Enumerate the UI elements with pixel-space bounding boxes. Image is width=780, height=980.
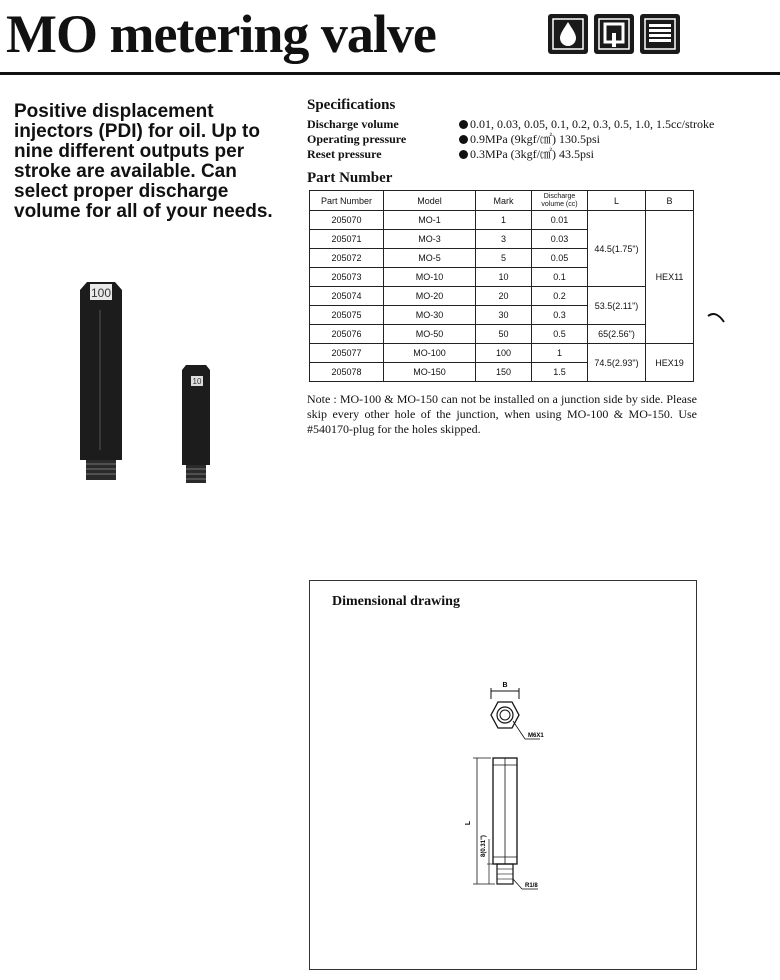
spec-row	[307, 147, 714, 162]
cell-part-number: 205072	[310, 249, 384, 268]
spec-value: 0.9MPa (9kgf/㎠) 130.5psi	[470, 132, 600, 146]
cell-model: MO-5	[384, 249, 476, 268]
table-row	[310, 287, 694, 306]
header-part-number: Part Number	[310, 191, 384, 211]
cell-model: MO-1	[384, 211, 476, 230]
spec-value: 0.3MPa (3kgf/㎠) 43.5psi	[470, 147, 594, 161]
product-photo	[60, 270, 240, 500]
dimensional-drawing-panel	[309, 580, 697, 970]
oil-drop-icon	[548, 14, 588, 54]
cell-part-number: 205077	[310, 344, 384, 363]
table-header-row	[310, 191, 694, 211]
header-l: L	[588, 191, 646, 211]
header-discharge-volume: Discharge volume (cc)	[532, 191, 588, 211]
part-number-table	[309, 190, 694, 382]
cell-model: MO-50	[384, 325, 476, 344]
cell-mark: 50	[476, 325, 532, 344]
table-row	[310, 211, 694, 230]
cell-model: MO-100	[384, 344, 476, 363]
page-title: MO metering valve	[6, 4, 436, 64]
spec-value: 0.01, 0.03, 0.05, 0.1, 0.2, 0.3, 0.5, 1.0, 1.5cc/stroke	[470, 117, 715, 131]
cell-mark: 30	[476, 306, 532, 325]
header-model: Model	[384, 191, 476, 211]
spec-row	[307, 132, 714, 147]
photo-label-small: 10	[192, 377, 202, 386]
spec-label: Discharge volume	[307, 117, 399, 131]
cell-mark: 3	[476, 230, 532, 249]
cell-discharge: 0.05	[532, 249, 588, 268]
cell-discharge: 0.01	[532, 211, 588, 230]
cell-mark: 1	[476, 211, 532, 230]
cell-b: HEX19	[646, 344, 694, 382]
bullet-icon	[459, 120, 468, 129]
cell-l: 53.5(2.11")	[588, 287, 646, 325]
cell-mark: 5	[476, 249, 532, 268]
cell-mark: 100	[476, 344, 532, 363]
cell-part-number: 205071	[310, 230, 384, 249]
bullet-icon	[459, 135, 468, 144]
spec-label: Reset pressure	[307, 147, 382, 161]
dim-label-r: R1/8	[525, 883, 538, 889]
cell-mark: 10	[476, 268, 532, 287]
dimensional-drawing-heading: Dimensional drawing	[332, 594, 460, 609]
cell-mark: 20	[476, 287, 532, 306]
header-mark: Mark	[476, 191, 532, 211]
cell-part-number: 205076	[310, 325, 384, 344]
cell-part-number: 205075	[310, 306, 384, 325]
installation-note: Note : MO-100 & MO-150 can not be installed on a junction side by side. Please skip every other hole of the junction, when using MO-100 & MO-150. Use #540170-plug for the holes skipped.	[307, 392, 697, 436]
dim-label-8: 8(0.31")	[481, 835, 487, 857]
cell-discharge: 1	[532, 344, 588, 363]
cell-discharge: 0.5	[532, 325, 588, 344]
cell-model: MO-20	[384, 287, 476, 306]
icon-group	[548, 14, 680, 54]
dimensional-drawing	[310, 581, 698, 971]
dim-label-b: B	[502, 682, 508, 689]
cell-l: 44.5(1.75")	[588, 211, 646, 287]
dim-label-thread: M6X1	[528, 733, 544, 739]
cell-part-number: 205073	[310, 268, 384, 287]
cell-part-number: 205074	[310, 287, 384, 306]
cell-discharge: 0.3	[532, 306, 588, 325]
cell-discharge: 1.5	[532, 363, 588, 382]
cell-l: 65(2.56")	[588, 325, 646, 344]
specifications-heading: Specifications	[307, 97, 396, 113]
cell-part-number: 205078	[310, 363, 384, 382]
cell-model: MO-10	[384, 268, 476, 287]
cell-model: MO-30	[384, 306, 476, 325]
product-tagline: Positive displacement injectors (PDI) for oil. Up to nine different outputs per stroke are available. Can select proper discharge volume for all of your needs.	[14, 101, 273, 222]
cell-l: 74.5(2.93")	[588, 344, 646, 382]
cell-part-number: 205070	[310, 211, 384, 230]
table-row	[310, 344, 694, 363]
grease-gun-icon	[594, 14, 634, 54]
bullet-icon	[459, 150, 468, 159]
table-row	[310, 325, 694, 344]
cell-model: MO-3	[384, 230, 476, 249]
part-number-heading: Part Number	[307, 170, 393, 186]
spec-label: Operating pressure	[307, 132, 407, 146]
dim-label-l: L	[465, 820, 472, 826]
cell-mark: 150	[476, 363, 532, 382]
cell-discharge: 0.1	[532, 268, 588, 287]
manual-icon	[640, 14, 680, 54]
cell-b: HEX11	[646, 211, 694, 344]
cell-model: MO-150	[384, 363, 476, 382]
cell-discharge: 0.03	[532, 230, 588, 249]
photo-label-large: 100	[90, 286, 112, 300]
spec-row	[307, 117, 714, 132]
specifications-list	[307, 117, 714, 162]
header-b: B	[646, 191, 694, 211]
scan-mark	[706, 310, 726, 326]
cell-discharge: 0.2	[532, 287, 588, 306]
title-rule	[0, 72, 780, 75]
